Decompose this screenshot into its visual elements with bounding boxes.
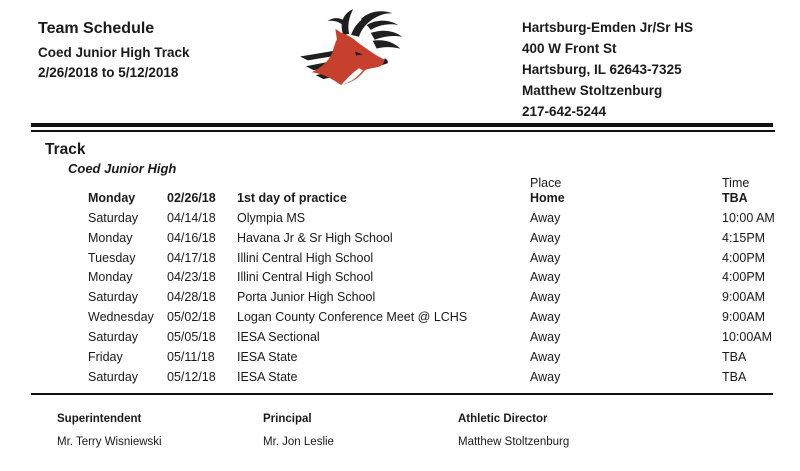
schedule-row xyxy=(88,310,794,330)
day-cell: Tuesday xyxy=(88,250,136,265)
day-cell: Saturday xyxy=(88,290,139,305)
schedule-row xyxy=(88,370,794,390)
day-cell: Monday xyxy=(88,230,133,245)
date-cell: 02/26/18 xyxy=(167,191,216,205)
day-cell: Wednesday xyxy=(88,310,154,325)
official-title: Superintendent xyxy=(57,413,142,425)
time-cell: 9:00AM xyxy=(722,290,766,305)
date-cell: 05/12/18 xyxy=(167,369,216,384)
place-cell: Away xyxy=(530,270,561,285)
event-cell: Porta Junior High School xyxy=(237,290,376,305)
date-cell: 04/17/18 xyxy=(167,250,216,265)
official-title: Principal xyxy=(263,413,312,425)
place-cell: Home xyxy=(530,191,565,205)
stag-mascot-icon xyxy=(298,6,416,102)
official-name: Mr. Jon Leslie xyxy=(263,436,334,448)
time-cell: 10:00AM xyxy=(722,329,773,344)
top-divider-thick xyxy=(31,123,773,127)
time-cell: TBA xyxy=(722,369,747,384)
official-name: Matthew Stoltzenburg xyxy=(458,436,570,448)
team-name: Coed Junior High xyxy=(68,161,177,176)
school-contact-name: Matthew Stoltzenburg xyxy=(522,83,663,98)
sport-title: Track xyxy=(45,141,86,158)
schedule-row xyxy=(88,290,794,310)
date-cell: 05/05/18 xyxy=(167,329,216,344)
time-cell: 4:00PM xyxy=(722,270,766,285)
day-cell: Saturday xyxy=(88,329,139,344)
place-cell: Away xyxy=(530,329,561,344)
date-cell: 04/16/18 xyxy=(167,230,216,245)
schedule-table xyxy=(88,191,794,389)
schedule-row xyxy=(88,350,794,370)
day-cell: Monday xyxy=(88,270,133,285)
schedule-row xyxy=(88,231,794,251)
place-cell: Away xyxy=(530,210,561,225)
page-title: Team Schedule xyxy=(38,20,155,37)
time-cell: TBA xyxy=(722,191,748,205)
event-cell: IESA Sectional xyxy=(237,329,320,344)
time-cell: 9:00AM xyxy=(722,310,766,325)
team-subtitle: Coed Junior High Track xyxy=(38,45,190,60)
school-phone: 217-642-5244 xyxy=(522,104,607,119)
event-cell: Illini Central High School xyxy=(237,250,374,265)
place-cell: Away xyxy=(530,230,561,245)
schedule-row xyxy=(88,270,794,290)
column-header-place: Place xyxy=(530,176,562,190)
official-athletic-director xyxy=(458,413,569,448)
place-cell: Away xyxy=(530,369,561,384)
school-address-line1: 400 W Front St xyxy=(522,41,617,56)
official-principal xyxy=(263,413,334,448)
school-address-line2: Hartsburg, IL 62643-7325 xyxy=(522,62,682,77)
time-cell: TBA xyxy=(722,349,747,364)
event-cell: Logan County Conference Meet @ LCHS xyxy=(237,310,468,325)
time-cell: 4:15PM xyxy=(722,230,766,245)
day-cell: Saturday xyxy=(88,210,139,225)
event-cell: IESA State xyxy=(237,349,298,364)
schedule-row xyxy=(88,211,794,231)
place-cell: Away xyxy=(530,310,561,325)
school-info-block xyxy=(522,17,693,122)
event-cell: Illini Central High School xyxy=(237,270,374,285)
schedule-row xyxy=(88,191,794,211)
place-cell: Away xyxy=(530,250,561,265)
official-name: Mr. Terry Wisniewski xyxy=(57,436,162,448)
school-name: Hartsburg-Emden Jr/Sr HS xyxy=(522,20,694,35)
time-cell: 10:00 AM xyxy=(722,210,775,225)
top-divider-thin xyxy=(31,130,775,132)
date-cell: 05/11/18 xyxy=(167,349,215,364)
event-cell: Havana Jr & Sr High School xyxy=(237,230,393,245)
official-superintendent xyxy=(57,413,162,448)
event-cell: 1st day of practice xyxy=(237,191,347,205)
schedule-row xyxy=(88,251,794,271)
date-cell: 04/23/18 xyxy=(167,270,216,285)
date-cell: 05/02/18 xyxy=(167,310,216,325)
event-cell: Olympia MS xyxy=(237,210,306,225)
day-cell: Saturday xyxy=(88,369,139,384)
day-cell: Monday xyxy=(88,191,136,205)
date-range: 2/26/2018 to 5/12/2018 xyxy=(38,65,179,80)
place-cell: Away xyxy=(530,349,561,364)
header-left-block xyxy=(38,20,190,80)
schedule-row xyxy=(88,330,794,350)
column-header-time: Time xyxy=(722,176,750,190)
bottom-divider xyxy=(31,393,773,395)
time-cell: 4:00PM xyxy=(722,250,766,265)
official-title: Athletic Director xyxy=(458,413,548,425)
date-cell: 04/28/18 xyxy=(167,290,216,305)
day-cell: Friday xyxy=(88,349,123,364)
place-cell: Away xyxy=(530,290,561,305)
event-cell: IESA State xyxy=(237,369,298,384)
date-cell: 04/14/18 xyxy=(167,210,216,225)
